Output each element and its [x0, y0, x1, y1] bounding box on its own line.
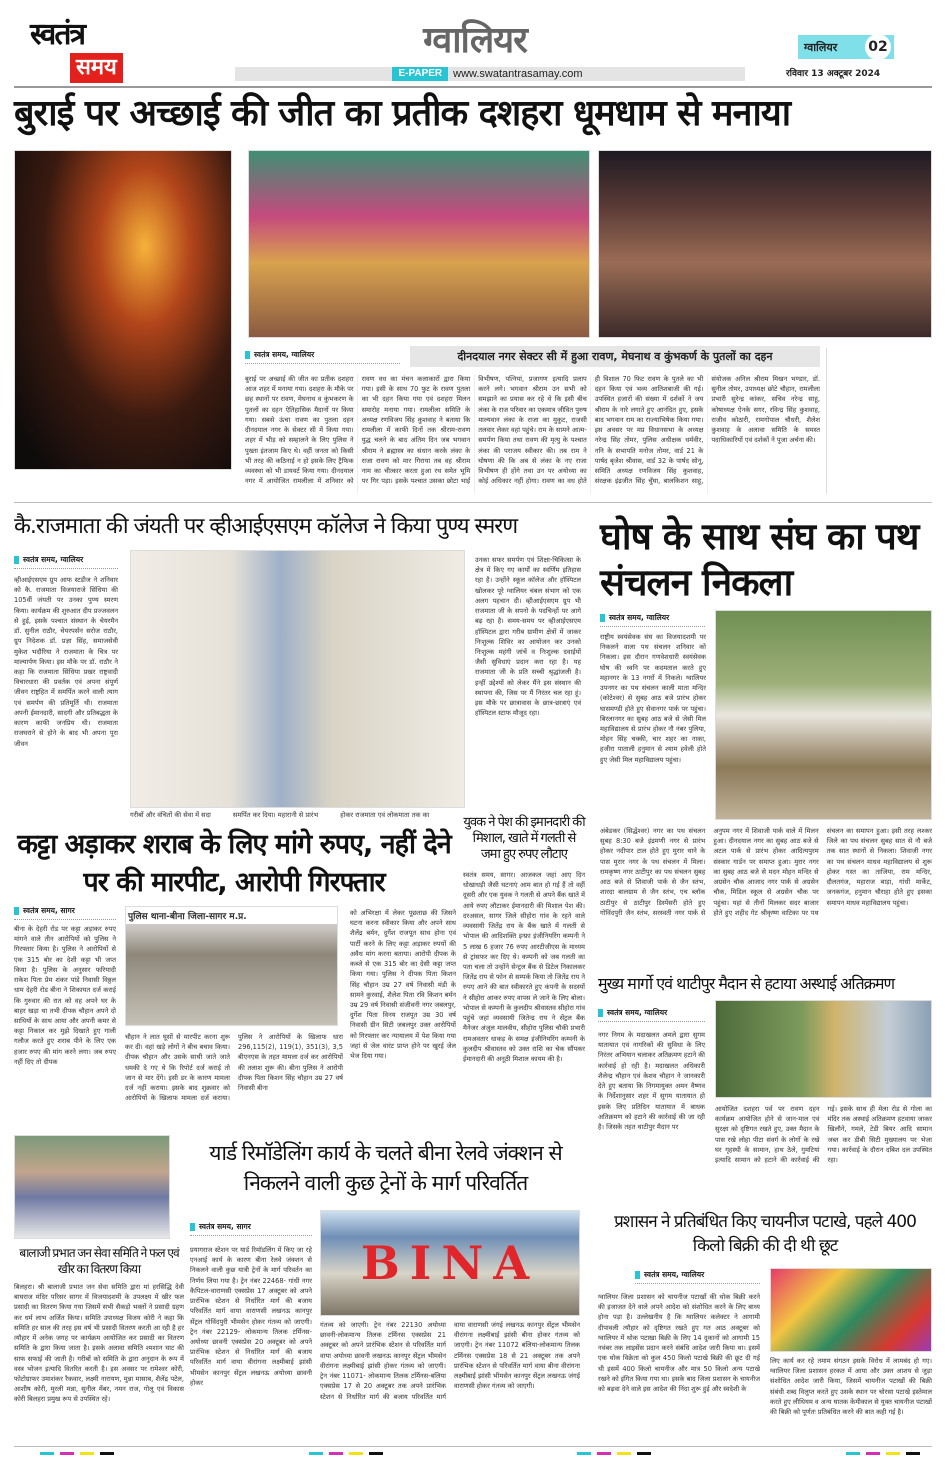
- epaper-bar: [235, 67, 745, 81]
- masthead-logo: [30, 18, 152, 84]
- katta-body-right: को अभिरक्षा में लेकर पूछताछ की जिसने घटना करना स्वीकार किया और अपने साथ शैलेंद्र बर्मन, दुर्गेश राजपूत साथ होना एवं पार्टी करने के लिए कट्टा अड़ाकर रुपयों की अवैध मांग करना बताया। आरोपी दीपक के कब्जे से एक 315 बोर का देसी कट्टा जप्त किया गया। पुलिस ने दीपक पिता किशन सिंह चौहान उम्र 27 वर्ष निवासी मंडी के सामने कुरवाई, शैलेश पिता रवि किशन बर्मन उम्र 29 वर्ष निवासी संजीवनी नगर जबलपुर, दुर्गेश पिता विनय राजपूत उम्र 30 वर्ष निवासी ग्रीन सिटी जबलपुर उक्त आरोपियों को गिरफ्तार कर न्यायालय में पेश किया गया जहां से जेल वारंट प्राप्त होने पर खुरई जेल भेज दिया गया।: [350, 909, 456, 1061]
- police-station-sign: पुलिस थाना-बीना जिला-सागर म.प्र.: [126, 907, 337, 924]
- atikraman-headline: [598, 975, 932, 993]
- patakhe-body-left: ग्वालियर जिला प्रशासन को चायनीज पटाखों की थोक बिक्री करने की इजाजत देने वाले अपने आदेश को संशोधित करने के लिए बाध्य होना पड़ा है। उल्लेखनीय है कि ग्वालियर कलेक्टर ने आगामी दीपावली त्यौहार को दृष्टिगत रखते हुए गत आठ अक्टूबर को ग्वालियर में थोक पटाखा बिक्री के लिए 14 दुकानों को आगामी 15 नवंबर तक लाइसेंस प्रदान करने संबंधि आदेश जारी किया था। इसमें एक थोक विक्रेता को कुल 450 किलो पटाखे बिक्री की छूट दी गई थी इसमें 400 किलो चायनीज और मात्र 50 किलो अन्य पटाखे रखने को इंगित किया गया था। इसके बाद जिला प्रशासन के चायनीज को बढ़वा देने वाले इस आदेश की निंदा शुरू हुई और स्वदेशी के: [598, 1293, 760, 1393]
- balaji-headline-text: बालाजी प्रभात जन सेवा समिति ने फल एवं खीर का वितरण किया: [19, 1246, 179, 1276]
- rajmata-caption: [130, 810, 465, 819]
- ghosh-body-bottom: अंबेडकर (सिद्धेश्वर) नगर का पथ संचलन सुबह 8:30 बजे इंद्रमणी नगर से प्रारंभ होकर नदीपार टाल होते हुए मुरार थाने के पास मुरार नगर के पथ संचलन में मिला। रामकृष्ण नगर ठाटीपुर का पथ संचलन सुबह आठ बजे से शिवाजी पार्क से जैन स्तंभ, शारदा बालग्राम से जैन स्तंभ, एच ब्लॉक ठाटीपुर से ठाटीपुर डिस्पेंसरी होते हुए गोविंदपुरी जैन स्तंभ, सरस्वती नगर पार्क से अनुपम नगर में शिवाजी पार्क वाले में मिलन हुआ। दीनदयाल नगर का सुबह आठ बजे से अटल पार्क से प्रारंभ होकर आदित्यपुरम संस्कार गार्डन पर समाप्त हुआ। मुरार नगर का सुबह आठ बजे से मदन मोहन मन्दिर से अग्रसेन चौक आजाद नगर पार्क से अग्रसेन चौक, मिडिल स्कूल से अग्रसेन चौक पर पहुंचा। यहां से तीनों मिलकर सदर बाजार होते हुए शहीद गेट श्रीकृष्ण वाटिका पर पथ संचलन का समापन हुआ। इसी तरह लश्कर जिले का पथ संचलन सुबह सात से नौ बजे तक सात स्थानों से निकला। शिवाजी नगर का पथ संचलन माधव महाविद्यालय से शुरू होकर गस्त का ताजिया, राम मन्दिर, दौलतगंज, महाराज बाड़ा, गांधी मार्केट, जनकगंज, हनुमान चौराहा होते हुए इसका समापन माधव महाविद्यालय पहुंचा।: [600, 827, 932, 917]
- color-mark: [309, 1452, 383, 1455]
- ghosh-body-left: राष्ट्रीय स्वयंसेवक संघ का विजयादशमी पर निकलने वाला पथ संचलन शनिवार को निकला। इस दौरान गणवेशधारी स्वयंसेवक घोष की ध्वनि पर कदमताल करते हुए महानगर के 13 नगरों में निकले। ग्वालियर उपनगर का पथ संचलन काली माता मन्दिर (कोटेश्वर) से सुबह आठ बजे प्रारंभ होकर घासमण्डी होते हुए सेवानगर पार्क पर पहुंचा। बिरलानगर का सुबह आठ बजे से जेसी मिल महाविद्यालय से प्रारंभ होकर नौ नंबर पुलिया, मोहन सिंह चक्की, चार शहर का नाका, हजीरा पाताली हनुमान से श्याम हवेली होते हुए जेसी मिल महाविद्यालय पहुंचा।: [600, 633, 706, 764]
- rajmata-body-right: उनका सफर समर्पण एवं शिक्षा-चिकित्सा के क्षेत्र में किए गए कार्यों का स्वर्णिम इतिहास रहा है। उन्होंने स्कूल कॉलेज और हॉस्पिटल खोलकर पूरे ग्वालियर चंबल संभाग को एक अलग पहचान दी। व्हीआईएसएम ग्रुप भी राजमाता जी के सपनो के पदचिन्हों पर आगे बढ़ रहा है। समय-समय पर व्हीआईएसएम हॉस्पिटल द्वारा गरीब ग्रामीण क्षेत्रों में जाकर निःशुल्क शिविर का आयोजन कर उनको निःशुल्क महंगी जांचें व निःशुल्क दवाईयों जैसी सुविधाएं प्रदान करा रहा है। यह राजमाता जी के प्रति सच्ची श्रृद्धांजली है। इन्हीं उद्देश्यों को लेकर मैंने इस संस्थान की स्थापना की, जिस पर मैं निरंतर चल रहा हूं। इस मौके पर छात्रावास के छात्र-छात्राएं एवं हॉस्पिटल स्टाफ मौजूद रहा।: [475, 556, 581, 718]
- ramlila-stage-photo: [248, 150, 590, 338]
- encroachment-removal-photo: [715, 1000, 932, 1098]
- epaper-label: E-PAPER: [392, 67, 448, 81]
- lead-headline-text: बुराई पर अच्छाई की जीत का प्रतीक दशहरा धूमधाम से मनाया: [14, 93, 791, 134]
- caption-line: होकर राजमाता एवं लोकमाता तक का: [340, 811, 430, 819]
- atikraman-byline: स्वतंत्र समय, ग्वालियर: [598, 1008, 705, 1022]
- lead-headline: [14, 94, 932, 134]
- railway-body-right: गंतव्य को जाएगी। ट्रेन नंबर 22130 अयोध्या छावनी-लोकमान्य तिलक टर्मिनस एक्सप्रेस 21 अक्टूबर को अपने प्रारंभिक स्टेशन से परिवर्तित मार्ग वाया अयोध्या छावनी लखनऊ कानपुर सेंट्रल भीमसेन वीरांगना लक्ष्मीबाई झांसी होकर गंतव्य को जाएगी। ट्रेन नंबर 11071- लोकमान्य तिलक टर्मिनस-बलिया एक्सप्रेस 17 से 20 अक्टूबर तक अपने प्रारंभिक स्टेशन से निर्धारित मार्ग की बजाय परिवर्तित मार्ग वाया वाराणसी जंगई लखनऊ कानपुर सेंट्रल भीमसेन वीरांगना लक्ष्मीबाई झांसी बीना होकर गंतव्य को जाएगी। ट्रेन नंबर 11072 बलिया-लोकमान्य तिलक टर्मिनस एक्सप्रेस 18 से 21 अक्टूबर तक अपने प्रारंभिक स्टेशन से परिवर्तित मार्ग वाया बीना वीरांगना लक्ष्मीबाई झांसी भीमसेन कानपुर सेंट्रल लखनऊ जंगई वाराणसी होकर गंतव्य को जाएगी।: [320, 1321, 580, 1401]
- railway-body-left: प्रयागराज स्टेशन पर यार्ड रिमॉडलिंग में किए जा रहे एनआई कार्य के कारण बीना रेलवे जंक्शन से निकलने वाली कुछ यात्री ट्रेनों के मार्ग परिवर्तन का निर्णय लिया गया है। ट्रेन नंबर 22468- गांधी नगर कैपिटल-वाराणसी एक्सप्रेस 17 अक्टूबर को अपने प्रारंभिक स्टेशन से निर्धारित मार्ग की बजाय परिवर्तित मार्ग वाया वाराणसी लखनऊ कानपुर सेंट्रल गोविंदपुरी भीमसेन होकर गंतव्य को जाएगी। ट्रेन नंबर 22129- लोकमान्य तिलक टर्मिनस-अयोध्या छावनी एक्सप्रेस 20 अक्टूबर को अपने प्रारंभिक स्टेशन से निर्धारित मार्ग की बजाय परिवर्तित मार्ग वाया वीरांगना लक्ष्मीबाई झांसी भीमसेन कानपुर सेंट्रल लखनऊ अयोध्या छावनी होकर: [190, 1246, 312, 1387]
- atikraman-body-right: आयोजित दशहरा पर्व पर रावण दहन कार्यक्रम आयोजित होने से जान-माल एवं सुरक्षा को दृष्टिगत रखते हुए, उक्त मैदान के पास रखे लोहा पीटा संवर्ग के लोगों के रखे घर गृहस्थी के सामान, हाथ ठेले, गुमटियां इत्यादि सामान को हटाने की कार्रवाई की गई। इसके साथ ही मेला रोड से गोला का मंदिर तक अस्थाई अतिक्रमण हटवाया जाकर खिलौने, गमले, टेडी बियर आदि सामान जब्त कर डीबी सिटी मुख्यालय पर भेजा गया। कार्रवाई के दौरान दबिश दल उपस्थित रहा।: [715, 1105, 932, 1165]
- website-link[interactable]: www.swatantrasamay.com: [453, 68, 583, 80]
- color-mark: [846, 1452, 920, 1455]
- rajmata-body-left: व्हीआईएसएम ग्रुप आफ स्टडीज ने शनिवार को कै. राजमाता विजयाराजे सिंधिया की 105वीं जंयती पर उनका पुण्य स्मरण किया। कार्यक्रम की शुरुआत दीप प्रज्जवलन से हुई, इसके पश्चात संस्थान के चेयरमैन डॉ. सुनील राठौर, चेयरपर्सन सरोज राठौर, ग्रुप निदेशक डॉ. प्रज्ञा सिंह, समाजसेवी मुकेश भदौरिया ने राजमाता के चित्र पर माल्यार्पण किया। इस मौके पर डॉ. राठौर ने कहा कि राजमाता सिंधिया प्रखर राष्ट्रवादी विचारधारा की प्रवर्तक एवं अपना संपूर्ण जीवन राष्ट्रहित में समर्पित करने वाली त्याग एवं समर्पण की प्रतिमूर्ति थी। राजमाता अपनी ईमानदारी, सादगी और प्रतिबद्धता के कारण काफी जनप्रिय थी। राजमाता राजघराने से होने के बाद भी अपना पूरा जीवन: [14, 576, 118, 748]
- color-mark: [577, 1452, 651, 1455]
- railway-headline: [188, 1138, 583, 1198]
- lead-body-continued: [826, 348, 932, 494]
- katta-byline: स्वतंत्र समय, सागर: [14, 906, 116, 920]
- page-number: 02: [865, 34, 891, 60]
- logo-bottom: समय: [70, 53, 123, 83]
- balaji-body: बिलहरा। श्री बालाजी प्रभात जन सेवा समिति द्वारा मां हरसिद्धि देवी बाघराज मंदिर परिसर सागर में विजयादशमी के उपलक्ष्य में खीर फल प्रसादी का वितरण किया गया जिसमें सभी सैकड़ो भक्तों ने प्रसादी ग्रहण कर धर्म लाभ अर्जित किया। समिति उपाध्यक्ष विजय कोरी ने कहा कि समिति हर साल की तरह इस वर्ष भी प्रसादी वितरण करती आ रही है हर त्यौहार में अनेक जगह पर कार्यक्रम आयोजित कर प्रसादी का वितरण समिति के द्वारा किया जाता है। इसके अलावा समिति श्मशान घाट की साफ सफाई की जाती है। गरीबों को समिति के द्वारा अनुदान के रूप में वस्त्र भोजन इत्यादि वितरित करती है। इस अवसर पर रामेश्वर कोरी, फोटोग्राफर उमाशंकर रैकवार, लक्ष्मी नारायण, मुन्ना मासाब, शैलेंद्र पटेल, आशीष कोरी, मुरली मन्ना, सुनील मेंबर, नमन राज, गोलू एवं विकास कोरी बिलहरा प्रमुख रूप से उपस्थित रहे।: [14, 1283, 184, 1404]
- atikraman-headline-text: मुख्य मार्गो एवं थाटीपुर मैदान से हटाया अस्थाई अतिक्रमण: [598, 974, 895, 993]
- ravan-burning-photo: [14, 150, 232, 470]
- caption-line: गरीबों और वंचितों की सेवा में सदा: [130, 811, 211, 819]
- firecrackers-photo: [770, 1268, 932, 1352]
- lead-subhead-text: दीनदयाल नगर सेक्टर सी में हुआ रावण, मेघनाथ व कुंभकर्ण के पुतलों का दहन: [457, 350, 773, 363]
- lead-subhead: [410, 346, 820, 367]
- atikraman-body-left: नगर निगम के मदाखलत अमले द्वारा सुगम यातायात एवं नागरिकों की सुविधा के लिए निरंतर अभियान चलाकर अतिक्रमण हटाने की कार्रवाई हो रही है। मदाखलत अधिकारी शैलेन्द्र चौहान एवं केशव चौहान ने जानकारी देते हुए बताया कि निगमायुक्त अमन वैष्णव के निर्देशानुसार शहर में सुगम यातायात हो इसके लिए प्रतिदिन यातायात में बाधक अतिक्रमण को हटाने की कार्रवाई की जा रही है। जिसके तहत थाटीपुर मैदान पर: [598, 1031, 705, 1131]
- edition-box: [798, 35, 894, 59]
- city-title-text: ग्वालियर: [423, 20, 527, 61]
- katta-body-left: बीना के देहरी रोड पर कट्टा अड़ाकर रुपए मांगने वाले तीन आरोपियों को पुलिस ने गिरफ्तार किया है। पुलिस ने आरोपियों से एक 315 बोर का देशी कट्टा भी जप्त किया है। पुलिस के अनुसार फरियादी राकेश पिता प्रेम शंकर पांडे निवासी विठ्ठल धाम देहरी रोड बीना ने शिकायत दर्ज कराई कि गुरुवार की रात को वह अपने घर के बाहर खड़ा था तभी दीपक चौहान अपने दो साथियों के साथ आया और अपनी कमर से कट्टा निकाल कर मुझे दिखाते हुए गाली गलौज करते हुए शराब पीने के लिए एक हजार रुपए की मांग करने लगा। जब रुपए नहीं दिए तो दीपक: [14, 925, 116, 1066]
- police-station-photo: [125, 906, 338, 1026]
- rajmata-byline: स्वतंत्र समय, ग्वालियर: [14, 555, 118, 569]
- path-sanchalan-photo: [715, 610, 932, 820]
- ghosh-headline-text: घोष के साथ संघ का पथ संचलन निकला: [600, 515, 919, 604]
- balaji-headline: [14, 1245, 184, 1277]
- color-mark: [40, 1452, 114, 1455]
- katta-headline: [14, 826, 454, 902]
- bina-junction-photo: [320, 1210, 580, 1316]
- bina-sign: BINA: [360, 1236, 540, 1290]
- patakhe-headline-text: प्रशासन ने प्रतिबंधित किए चायनीज पटाखे, पहले 400 किलो बिक्री की दी थी छूट: [614, 1212, 916, 1256]
- patakhe-body-right: लिए कार्य कर रहे तमाम संगठन इसके विरोध में लामबंद हो गए। ग्वालियर जिला प्रशासन हरकत में आया और उक्त आशय से जुड़ा संशोधित आदेश जारी किया, जिसमें चायनीज पटाखों की बिक्री संबंधी शब्द विलुप्त करते हुए उसके स्थान पर चोरसा पटाखे इस्तेमाल करते हुए लीथियम व अन्य घातक केमीकाल से युक्त चायनीज पटाखों की बिक्री को पूर्णतः प्रतिबंधित करने की बात कही गई है।: [770, 1357, 932, 1417]
- city-title: [380, 20, 570, 62]
- lead-byline: स्वतंत्र समय, ग्वालियर: [245, 350, 400, 364]
- katta-body-mid: चौहान ने लात घूसों से मारपीट करना शुरू कर दी। वहां खड़े लोगों ने बीच बचाव किया। दीपक चौहान और उसके साथी जाते जाते धमकी दे गए थे कि रिपोर्ट दर्ज कराई तो जान से मार देंगे। इसी डर के कारण मामला दर्ज नहीं कराया। इसके बाद शुक्रवार को आरोपियों के खिलाफ मामला दर्ज कराया। पुलिस ने आरोपियों के खिलाफ धारा 296,115(2), 119(1), 351(3), 3,5 बीएनएस के तहत मामला दर्ज कर आरोपियों की तलाश शुरू की। बीना पुलिस ने आरोपी दीपक पिता किशन सिंह चौहान उम्र 27 वर्ष निवासी बीना: [125, 1033, 343, 1103]
- rajmata-tribute-photo: [130, 550, 465, 808]
- lead-body: बुराई पर अच्छाई की जीत का प्रतीक दशहरा आज शहर में मनाया गया। दशहरा के मौके पर छह स्थानों पर रावण, मेघनाथ व कुंभकरण के पुतलों का दहन ऐतिहासिक मैदानों पर किया गया। सबसे ऊंचा रावण का पुतला दहन दीनदयाल नगर के सेक्टर सी में किया गया। शहर में भीड़ को सम्हालने के लिए पुलिस ने पुख्ता इंतजाम किए थे। वहीं जनता को किसी भी तरह की कठिनाई न हो इसके लिए ट्रैफिक व्यवस्था को भी डायवर्ट किया गया। दीनदयाल नगर में आयोजित रामलीला में शनिवार को रावण वध का मंचन कलाकारों द्वारा किया गया। इसी के साथ 70 फुट के रावण पुतला का भी दहन किया गया एवं दशहरा मिलन समारोह मनाया गया। रामलीला समिति के अध्यक्ष रणविजय सिंह कुशवाह ने बताया कि रामलीला में काफी दिनों तक श्रीराम-रावण युद्ध चलने के बाद अंतिम दिन जब भगवान श्रीराम ने ब्रह्मास्त्र का संधान करके लंका के राजा रावण को मार गिराया तब वह श्रीराम नाम का चीत्कार करता हुआ रथ समेत भूमि पर गिर पड़ा। इसके पश्चात उसका छोटा भाई विभीषण, पत्नियां, प्रजागण इत्यादि प्रलाप करने लगे। भगवान श्रीराम उन सभी को समझाने का प्रयास कर रहे थे कि इसी बीच लंका के राज परिवार का एकमात्र जीवित पुरुष माल्यवान लंका के राजा का मुकुट, राजसी तलवार लेकर वहां पहुंचे। राम के सामने आत्म-समर्पण किया तथा रावण की मृत्यु के पश्चात लंका की पराजय स्वीकार की। तब राम ने घोषणा की कि अब से लंका के नए राजा विभीषण ही होंगे तथा उन पर अयोध्या का कोई अधिकार नहीं होगा। रावण का वध होते ही विशाल 70 फिट रावण के पुतले का भी दहन किया एवं भव्य आतिशबाजी की गई। उपस्थित हजारों की संख्या में दर्शकों ने जय श्रीराम के नारे लगाते हुए आनंदित हुए, इसके बाद भगवान राम का राज्याभिषेक किया गया। इस अवसर पर मप्र विधानसभा के अध्यक्ष नरेन्द्र सिंह तोमर, पुलिस अधीक्षक धर्मवीर, ननि के सभापति मनोज तोमर, वार्ड 21 के पार्षद बृजेश श्रीवास, वार्ड 32 के पार्षद सोनू, समिति अध्यक्ष रणविजय सिंह कुशवाह, संरक्षक इंद्रजीत सिंह चुँघा, बालकिशन साहू, संयोजक अनिल श्रीराम मिखन भण्डार, डॉ. सुनील तोमर, उपाध्यक्ष छोटे चौहान, रामलीला प्रभारी सुरेन्द्र कांकर, सचिव नरेन्द्र साहू, कोषाध्यक्ष ऐनके सगर, रविन्द्र सिंह कुशवाह, राजीव कोठारी, रामगोपाल चौधरी, शैलेश कुशवाह के अलावा समिति के समस्त पदाधिकारियों एवं दर्शकों ने पूजा अर्चना की।: [245, 375, 820, 486]
- railway-headline-text: यार्ड रिमॉडेलिंग कार्य के चलते बीना रेलवे जंक्शन से निकलने वाली कुछ ट्रेनों के मार्ग परिवर्तित: [209, 1141, 562, 1195]
- yuvak-headline: [463, 815, 585, 863]
- ghosh-byline: स्वतंत्र समय, ग्वालियर: [600, 613, 705, 627]
- issue-date: रविवार 13 अक्टूबर 2024: [786, 69, 881, 79]
- masthead-divider: [14, 86, 932, 88]
- registration-marks: [40, 1452, 920, 1455]
- patakhe-byline: स्वतंत्र समय, ग्वालियर: [635, 1270, 760, 1284]
- yuvak-body: स्वतंत्र समय, सागर। आजकल जहां आए दिन धोखाधड़ी जैसी घटनाएं आम बात हो गई हैं तो वहीं दूसरी और एक युवक ने गलती से अपने बैंक खाते में आये रुपए लौटाकर ईमानदारी की मिशाल पेश की। दरअसल, सागर जिले सीहोरा गांव के रहने वाले व्यवसायी जितेंद्र राय के बैंक खाते में गलती से भोपाल की आदिशक्ति इन्फ्रा इंजीनियरिंग कम्पनी ने 5 लाख 6 हजार 76 रुपए आरटीजीएस के माध्यम से ट्रांसफर कर दिए थे। कम्पनी को जब गलती का पता चला तो उन्होंने सेन्ट्रल बैंक से डिटेल निकालकर जितेंद्र राय से फोन से सम्पर्क किया तो जितेंद्र राय ने रुपए आने की बात स्वीकारते हुए कंपनी के सदस्यों ने सीहोरा आकर रुपए वापस ले जाने के लिए बोला। भोपाल से कम्पनी के कुलदीप श्रीवास्तव सीहोरा गांव पहुंचे जहां व्यवसायी जितेन्द्र राय ने सेंट्रल बैंक मैनेजर अंजुल मालवीय, सीहोरा पुलिस चौकी प्रभारी रामअवतार धाकड़ के समक्ष इंजीनियरिंग कम्पनी के कुलदीप श्रीवास्तव को उक्त राशि का चेक सौंपकर ईमानदारी की अनूठी मिशाल कायम की है।: [463, 871, 585, 1063]
- dashara-crowd-photo: [598, 150, 932, 338]
- section-divider: [14, 502, 932, 503]
- logo-top: स्वतंत्र: [30, 17, 85, 52]
- rajmata-headline-text: कै.राजमाता की जंयती पर व्हीआईएसएम कॉलेज ने किया पुण्य स्मरण: [14, 514, 518, 539]
- patakhe-headline: [598, 1210, 932, 1258]
- edition-name: ग्वालियर: [804, 40, 838, 54]
- caption-line: समर्पित कर दिया। महारानी से प्रारंभ: [232, 811, 319, 819]
- prasad-distribution-photo: [14, 1135, 170, 1239]
- footer-divider: [14, 1446, 932, 1447]
- ghosh-headline: [600, 514, 932, 606]
- railway-byline: स्वतंत्र समय, सागर: [190, 1222, 312, 1236]
- katta-headline-text: कट्टा अड़ाकर शराब के लिए मांगे रुपए, नहीं देने पर की मारपीट, आरोपी गिरफ्तार: [17, 829, 451, 898]
- rajmata-headline: [14, 515, 584, 539]
- yuvak-headline-text: युवक ने पेश की इमानदारी की मिशाल, खाते में गलती से जमा हुए रुपए लौटाए: [463, 815, 585, 862]
